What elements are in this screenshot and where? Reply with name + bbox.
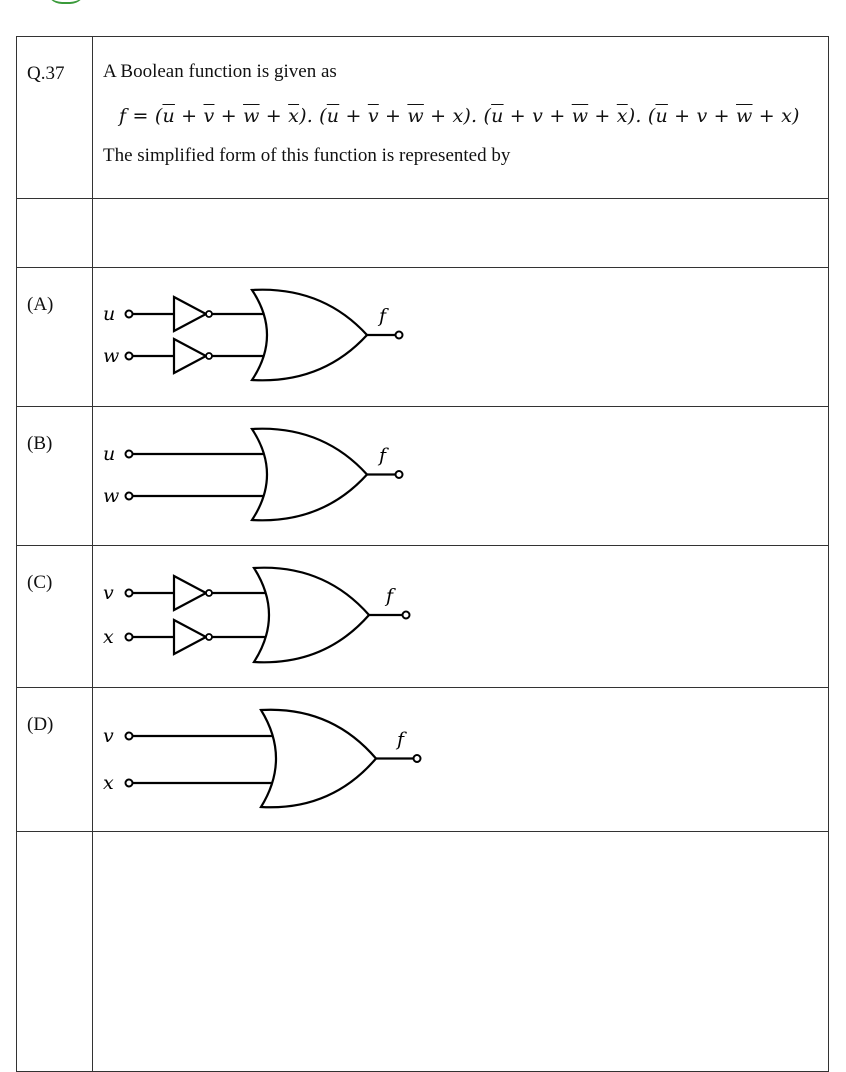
formula-variable: x — [452, 105, 464, 127]
input-label: u — [103, 443, 116, 465]
or-gate — [254, 568, 369, 663]
or-gate — [261, 710, 376, 808]
blank-cell — [93, 832, 829, 1072]
formula-variable: $\overline{x}$ — [616, 105, 628, 127]
option-row-b[interactable] — [17, 407, 829, 546]
logo-fragment — [46, 0, 86, 4]
formula-variable: $\overline{v}$ — [367, 105, 379, 127]
formula-variable: $\overline{w}$ — [571, 105, 589, 127]
not-gate — [174, 576, 206, 610]
formula-variable: v — [532, 105, 544, 127]
formula-variable: $\overline{v}$ — [203, 105, 215, 127]
option-label-cell — [17, 268, 93, 407]
formula-term: $(\overline{u} + v + \overline{w} + x)$ — [647, 105, 800, 127]
input-terminal — [126, 353, 133, 360]
output-terminal — [414, 755, 421, 762]
option-label: (D) — [27, 714, 54, 735]
output-terminal — [403, 612, 410, 619]
output-label: f — [397, 728, 405, 751]
option-label: (B) — [27, 433, 53, 454]
circuit-diagram-b — [99, 407, 429, 545]
or-gate — [252, 429, 367, 521]
blank-cell — [17, 832, 93, 1072]
option-label-cell — [17, 688, 93, 832]
option-circuit-cell — [93, 407, 829, 546]
input-label: u — [103, 303, 116, 325]
output-label: f — [386, 585, 394, 607]
input-label: w — [103, 345, 120, 367]
circuit-diagram-a — [99, 268, 429, 406]
formula-variable: $\overline{u}$ — [326, 105, 340, 127]
inverter-bubble — [206, 353, 212, 359]
input-terminal — [126, 493, 133, 500]
question-table — [16, 36, 829, 1072]
question-row — [17, 37, 829, 199]
option-row-c[interactable] — [17, 546, 829, 688]
option-label-cell — [17, 546, 93, 688]
option-label: (C) — [27, 572, 53, 593]
formula-variable: x — [781, 105, 793, 127]
or-gate — [252, 290, 367, 381]
input-terminal — [126, 780, 133, 787]
option-label: (A) — [27, 294, 54, 315]
circuit-diagram-d — [99, 688, 439, 830]
output-terminal — [396, 471, 403, 478]
input-terminal — [126, 311, 133, 318]
input-terminal — [126, 634, 133, 641]
input-terminal — [126, 451, 133, 458]
question-prompt: The simplified form of this function is represented by — [103, 145, 511, 166]
output-label: f — [379, 444, 387, 467]
formula-variable: $\overline{w}$ — [407, 105, 424, 127]
question-number-cell — [17, 37, 93, 199]
input-terminal — [126, 590, 133, 597]
inverter-bubble — [206, 590, 212, 596]
blank-row — [17, 832, 829, 1072]
input-terminal — [126, 733, 133, 740]
option-circuit-cell — [93, 546, 829, 688]
option-circuit-cell — [93, 268, 829, 407]
formula-prefix: f = — [119, 105, 155, 127]
circuit-diagram-c — [99, 546, 429, 686]
formula-variable: $\overline{u}$ — [162, 105, 175, 127]
input-label: v — [103, 725, 114, 747]
input-label: x — [103, 772, 114, 794]
formula-variable: v — [696, 105, 708, 127]
formula-term: $(\overline{u} + \overline{v} + \overline{w} + \overline{x})$. — [154, 105, 320, 127]
blank-cell — [17, 199, 93, 268]
not-gate — [174, 620, 206, 654]
option-row-a[interactable] — [17, 268, 829, 407]
question-stem: A Boolean function is given as — [103, 61, 337, 82]
output-label: f — [379, 305, 387, 327]
boolean-formula — [93, 83, 828, 127]
input-label: w — [103, 485, 120, 507]
input-label: x — [103, 626, 114, 648]
formula-variable: $\overline{u}$ — [491, 105, 504, 127]
formula-term: $(\overline{u} + v + \overline{w} + \overline{x})$. — [483, 105, 648, 127]
output-terminal — [396, 332, 403, 339]
formula-variable: $\overline{x}$ — [288, 105, 300, 127]
question-stem-cell — [93, 37, 829, 199]
formula-term: $(\overline{u} + \overline{v} + \overline{w} + x)$. — [319, 105, 484, 127]
not-gate — [174, 297, 206, 331]
inverter-bubble — [206, 634, 212, 640]
option-label-cell — [17, 407, 93, 546]
not-gate — [174, 339, 206, 373]
option-row-d[interactable] — [17, 688, 829, 832]
option-circuit-cell — [93, 688, 829, 832]
formula-variable: $\overline{u}$ — [655, 105, 668, 127]
input-label: v — [103, 582, 114, 604]
formula-variable: $\overline{w}$ — [243, 105, 260, 127]
question-number: Q.37 — [27, 63, 65, 84]
inverter-bubble — [206, 311, 212, 317]
blank-row — [17, 199, 829, 268]
formula-variable: $\overline{w}$ — [736, 105, 753, 127]
blank-cell — [93, 199, 829, 268]
